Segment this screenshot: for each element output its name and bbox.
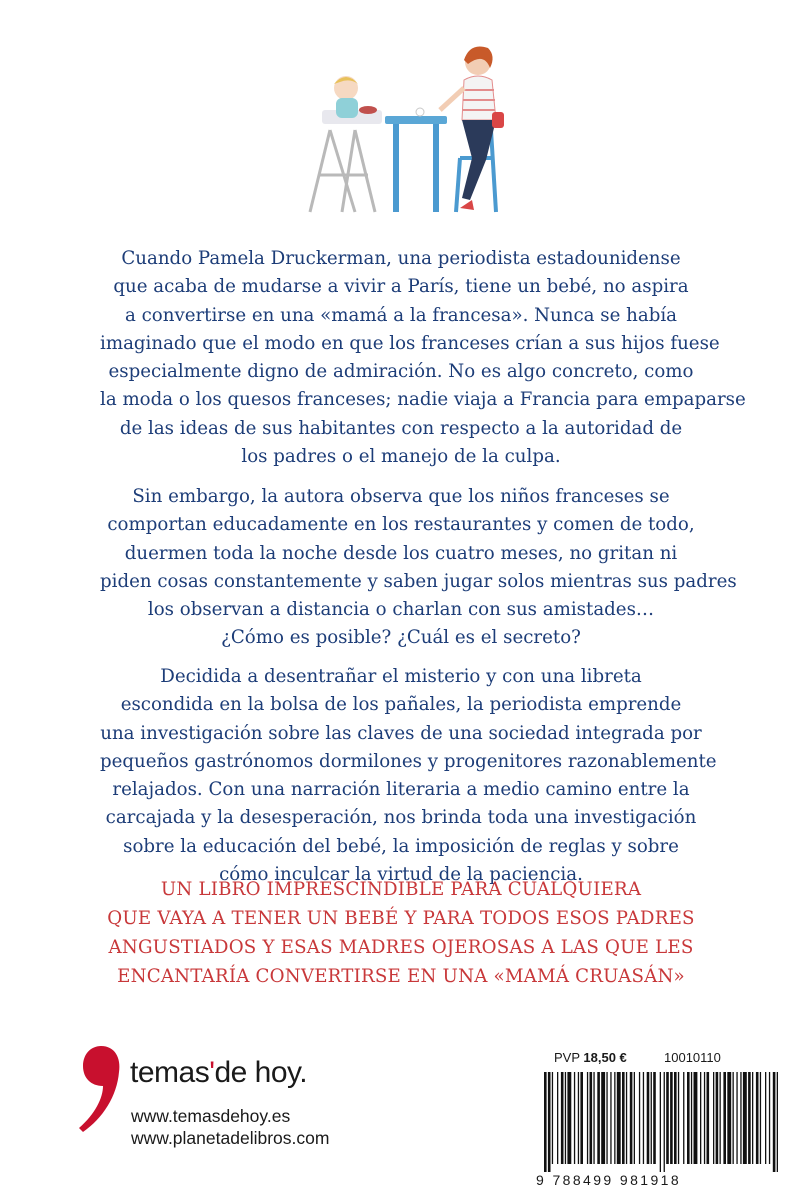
barcode-bar bbox=[666, 1072, 669, 1164]
barcode-bar bbox=[683, 1072, 684, 1164]
mother-and-baby-illustration bbox=[300, 40, 510, 222]
barcode-bar bbox=[736, 1072, 737, 1164]
tagline-line: ANGUSTIADOS Y ESAS MADRES OJEROSAS A LAS QUE LES bbox=[108, 937, 694, 958]
barcode-bar bbox=[597, 1072, 600, 1164]
barcode-bar bbox=[548, 1072, 551, 1172]
barcode-bar bbox=[552, 1072, 553, 1164]
barcode-bar bbox=[578, 1072, 579, 1164]
text-line: escondida en la bolsa de los pañales, la periodista emprende bbox=[120, 694, 682, 716]
barcode-bar bbox=[769, 1072, 770, 1164]
barcode-bar bbox=[561, 1072, 564, 1164]
barcode-bar bbox=[574, 1072, 575, 1164]
red-comma-icon bbox=[75, 1040, 125, 1135]
barcode-bar bbox=[614, 1072, 615, 1164]
barcode-bar bbox=[723, 1072, 726, 1164]
barcode-bar bbox=[743, 1072, 747, 1164]
barcode-bar bbox=[617, 1072, 621, 1164]
tagline-line: QUE VAYA A TENER UN BEBÉ Y PARA TODOS ESOS PADRES bbox=[107, 908, 695, 929]
text-line: ¿Cómo es posible? ¿Cuál es el secreto? bbox=[221, 627, 581, 649]
text-line: duermen toda la noche desde los cuatro meses, no gritan ni bbox=[124, 542, 678, 564]
barcode-bar bbox=[773, 1072, 776, 1172]
barcode-bar bbox=[674, 1072, 677, 1164]
barcode-bar bbox=[590, 1072, 593, 1164]
barcode-bar bbox=[660, 1072, 661, 1172]
barcode-bar bbox=[713, 1072, 714, 1164]
url-temasdehoy[interactable]: www.temasdehoy.es bbox=[131, 1106, 291, 1126]
barcode-bar bbox=[630, 1072, 633, 1164]
barcode-bar bbox=[760, 1072, 761, 1164]
barcode-bar bbox=[765, 1072, 766, 1164]
brand-part1: temas bbox=[130, 1056, 210, 1089]
barcode-bar bbox=[606, 1072, 607, 1164]
barcode-bar bbox=[707, 1072, 710, 1164]
text-line: relajados. Con una narración literaria a medio camino entre la bbox=[112, 779, 690, 801]
text-line: imaginado que el modo en que los franceses crían a sus hijos fuese bbox=[100, 332, 720, 354]
barcode-bar bbox=[777, 1072, 778, 1172]
text-line: sobre la educación del bebé, la imposición de reglas y sobre bbox=[123, 835, 679, 857]
barcode-bar bbox=[670, 1072, 673, 1164]
publisher-urls bbox=[131, 1105, 329, 1149]
text-line: una investigación sobre las claves de una sociedad integrada por bbox=[100, 722, 702, 744]
barcode-bar bbox=[557, 1072, 558, 1164]
barcode-bar bbox=[756, 1072, 759, 1164]
product-code: 10010110 bbox=[664, 1050, 721, 1065]
barcode-bar bbox=[720, 1072, 721, 1164]
barcode-bar bbox=[727, 1072, 731, 1164]
url-planetadelibros[interactable]: www.planetadelibros.com bbox=[131, 1128, 330, 1148]
barcode-bar bbox=[691, 1072, 692, 1164]
text-line: piden cosas constantemente y saben jugar solos mientras sus padres bbox=[100, 570, 737, 592]
text-line: comportan educadamente en los restaurantes y comen de todo, bbox=[107, 514, 695, 536]
tagline-line: ENCANTARÍA CONVERTIRSE EN UNA «MAMÁ CRUASÁN» bbox=[117, 966, 685, 987]
barcode-bar bbox=[678, 1072, 679, 1164]
barcode-bar bbox=[651, 1072, 652, 1164]
barcode-bar bbox=[593, 1072, 594, 1164]
barcode-bar bbox=[733, 1072, 734, 1164]
text-line: Decidida a desentrañar el misterio y con una libreta bbox=[160, 666, 642, 687]
text-line: los padres o el manejo de la culpa. bbox=[241, 446, 561, 468]
barcode-bar bbox=[544, 1072, 547, 1172]
barcode-bar bbox=[587, 1072, 588, 1164]
text-line: cómo inculcar la virtud de la paciencia. bbox=[219, 864, 583, 886]
promo-tagline bbox=[90, 875, 712, 991]
text-line: Sin embargo, la autora observa que los niños franceses se bbox=[132, 486, 670, 507]
text-line: carcajada y la desesperación, nos brinda toda una investigación bbox=[105, 807, 697, 829]
barcode-bar bbox=[687, 1072, 690, 1164]
barcode-bar bbox=[653, 1072, 656, 1164]
text-line: a convertirse en una «mamá a la francesa». Nunca se había bbox=[124, 304, 678, 326]
text-line: Cuando Pamela Druckerman, una periodista estadounidense bbox=[121, 248, 681, 269]
brand-apostrophe: ' bbox=[209, 1056, 215, 1089]
barcode-bar bbox=[622, 1072, 625, 1164]
barcode-bar bbox=[567, 1072, 571, 1164]
price-value: 18,50 € bbox=[583, 1050, 627, 1065]
barcode-bar bbox=[704, 1072, 705, 1164]
barcode-bar bbox=[716, 1072, 719, 1164]
barcode-bar bbox=[694, 1072, 698, 1164]
text-line: de las ideas de sus habitantes con respecto a la autoridad de bbox=[119, 417, 683, 439]
barcode-block bbox=[536, 1050, 786, 1190]
baby-food bbox=[359, 106, 377, 114]
barcode-bar bbox=[634, 1072, 635, 1164]
barcode-bar bbox=[639, 1072, 640, 1164]
barcode-bar bbox=[580, 1072, 583, 1164]
baby-body bbox=[336, 98, 358, 118]
high-chair-icon bbox=[310, 130, 375, 212]
barcode-bar bbox=[700, 1072, 701, 1164]
barcode-bar bbox=[647, 1072, 650, 1164]
text-line: pequeños gastrónomos dormilones y progenitores razonablemente bbox=[100, 750, 717, 772]
barcode-bar bbox=[748, 1072, 751, 1164]
isbn-number: 9 788499 981918 bbox=[536, 1172, 681, 1188]
barcode-bar bbox=[643, 1072, 644, 1164]
synopsis-paragraph-3 bbox=[100, 663, 717, 889]
price-prefix: PVP bbox=[554, 1050, 580, 1065]
barcode-bar bbox=[664, 1072, 665, 1172]
text-line: especialmente digno de admiración. No es algo concreto, como bbox=[108, 361, 694, 383]
text-line: que acaba de mudarse a vivir a París, tiene un bebé, no aspira bbox=[113, 276, 689, 298]
barcode-bars bbox=[536, 1072, 786, 1172]
publisher-name bbox=[130, 1056, 307, 1090]
tagline-line: UN LIBRO IMPRESCINDIBLE PARA CUALQUIERA bbox=[160, 879, 642, 900]
synopsis-paragraph-1 bbox=[100, 245, 746, 471]
text-line: los observan a distancia o charlan con sus amistades… bbox=[147, 599, 655, 621]
barcode-bar bbox=[601, 1072, 605, 1164]
cafe-table-icon bbox=[385, 108, 447, 212]
barcode-bar bbox=[740, 1072, 741, 1164]
price-label bbox=[554, 1050, 627, 1065]
brand-part2: de hoy. bbox=[214, 1056, 308, 1089]
barcode-bar bbox=[610, 1072, 611, 1164]
barcode-bar bbox=[752, 1072, 753, 1164]
synopsis-paragraph-2 bbox=[100, 483, 737, 653]
barcode-bar bbox=[626, 1072, 627, 1164]
text-line: la moda o los quesos franceses; nadie viaja a Francia para empaparse bbox=[100, 389, 746, 411]
barcode-bar bbox=[565, 1072, 566, 1164]
